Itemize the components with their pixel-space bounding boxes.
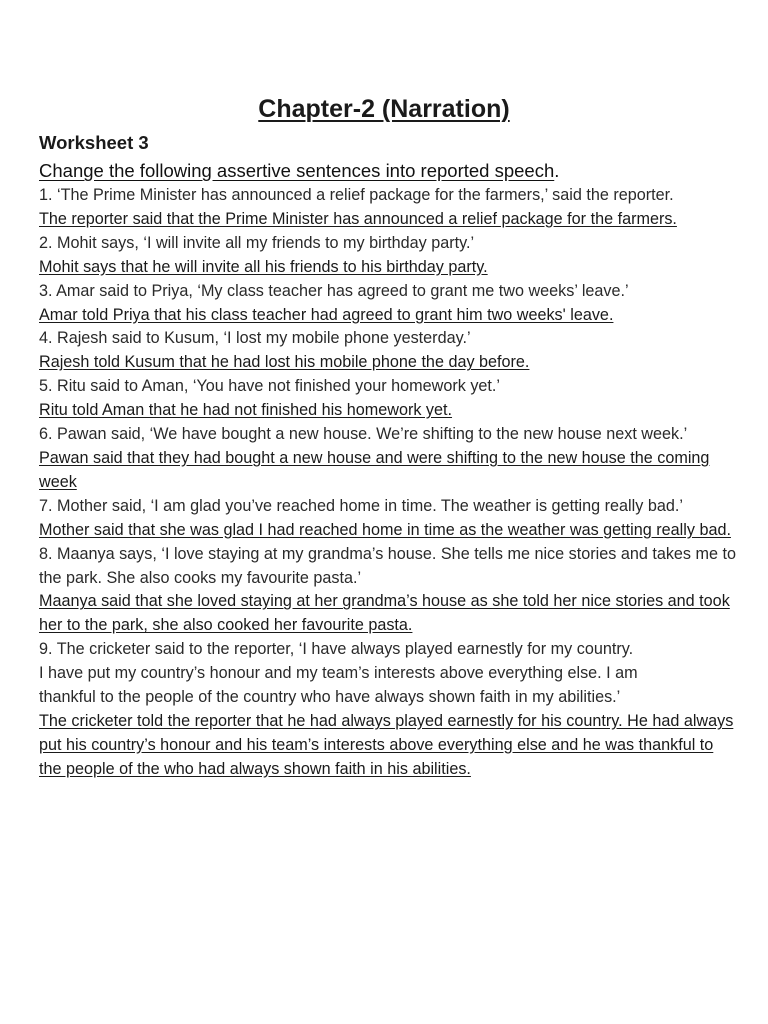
instruction-line (39, 158, 559, 184)
question-6: 6. Pawan said, ‘We have bought a new house. We’re shifting to the new house next week.’ (39, 425, 688, 444)
chapter-title: Chapter-2 (Narration) (258, 95, 510, 123)
question-7: 7. Mother said, ‘I am glad you’ve reached home in time. The weather is getting really bad.’ (39, 496, 683, 515)
question-3: 3. Amar said to Priya, ‘My class teacher has agreed to grant me two weeks’ leave.’ (39, 281, 629, 300)
answer-4: Rajesh told Kusum that he had lost his mobile phone the day before. (39, 353, 530, 372)
answer-5: Ritu told Aman that he had not finished his homework yet. (39, 401, 453, 420)
question-5: 5. Ritu said to Aman, ‘You have not finished your homework yet.’ (39, 377, 501, 396)
answer-6: Pawan said that they had bought a new house and were shifting to the new house the coming week (39, 448, 710, 491)
question-1: 1. ‘The Prime Minister has announced a relief package for the farmers,’ said the reporter. (39, 186, 674, 204)
answer-2: Mohit says that he will invite all his friends to his birthday party. (39, 257, 488, 276)
answer-3: Amar told Priya that his class teacher had agreed to grant him two weeks' leave. (39, 305, 614, 324)
answer-9: The cricketer told the reporter that he had always played earnestly for his country. He had always put his country’s honour and his team’s interests above everything else and he was thankful to the people of the who had always shown faith in his abilities. (39, 711, 734, 778)
worksheet-label: Worksheet 3 (39, 132, 149, 153)
question-2: 2. Mohit says, ‘I will invite all my friends to my birthday party.’ (39, 233, 475, 252)
answer-7: Mother said that she was glad I had reached home in time as the weather was getting really bad. (39, 520, 731, 539)
answer-1: The reporter said that the Prime Minister has announced a relief package for the farmers. (39, 209, 677, 228)
question-4: 4. Rajesh said to Kusum, ‘I lost my mobile phone yesterday.’ (39, 329, 471, 348)
question-8: 8. Maanya says, ‘I love staying at my grandma’s house. She tells me nice stories and takes me to the park. She also cooks my favourite pasta.’ (39, 544, 737, 587)
exercise-list (39, 184, 739, 782)
instruction-period: . (554, 160, 560, 181)
page-title (0, 92, 768, 126)
instruction-text: Change the following assertive sentences into reported speech (39, 160, 555, 181)
answer-8: Maanya said that she loved staying at her grandma’s house as she told her nice stories and took her to the park, she also cooked her favourite pasta. (39, 592, 730, 635)
question-9: 9. The cricketer said to the reporter, ‘I have always played earnestly for my country. I have put my country’s honour and my team’s interests above everything else. I am thankful to the people of the country who have always shown faith in my abilities.’ (39, 640, 638, 707)
